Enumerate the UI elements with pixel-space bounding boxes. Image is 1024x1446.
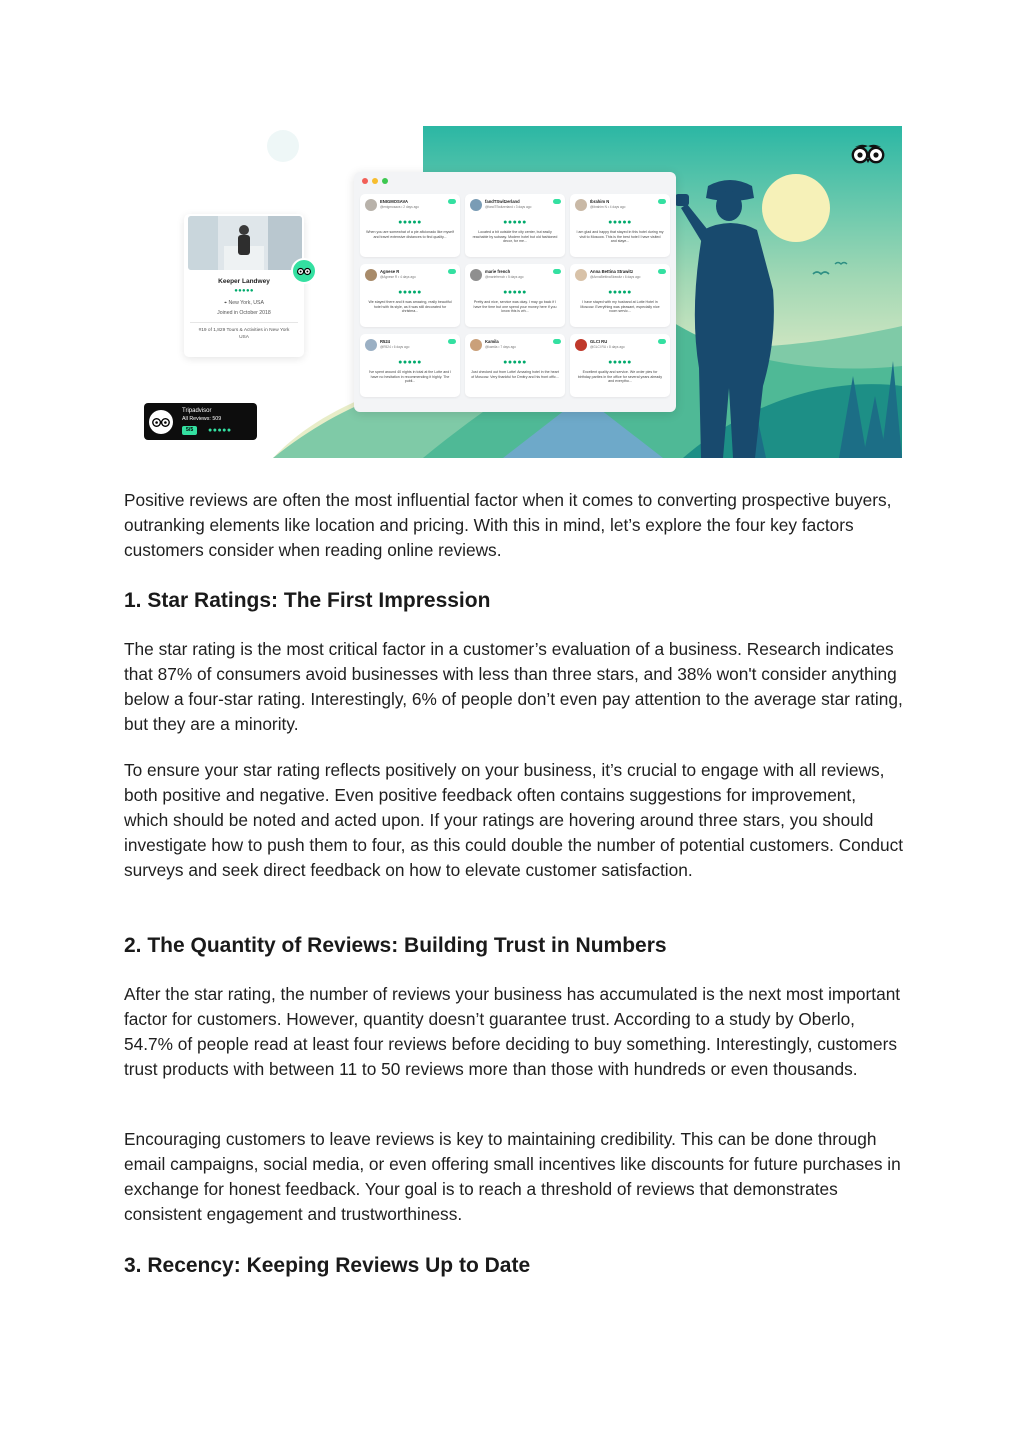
review-card[interactable] bbox=[360, 264, 460, 327]
tripadvisor-badge[interactable] bbox=[144, 403, 257, 440]
tripadvisor-icon bbox=[553, 269, 561, 274]
review-text: Located a bit outside the city center, but easily reachable by subway. Modern hotel but old fashioned decor, for me... bbox=[472, 230, 558, 244]
rating-bubbles: ●●●●● bbox=[398, 219, 422, 226]
tripadvisor-icon bbox=[448, 339, 456, 344]
review-card[interactable] bbox=[465, 334, 565, 397]
review-text: When you are somewhat of a pie aficionado like myself and travel extensive distances to find quality... bbox=[366, 230, 454, 239]
window-controls bbox=[362, 178, 388, 184]
rating-bubbles: ●●●●● bbox=[503, 289, 527, 296]
badge-brand: Tripadvisor bbox=[182, 408, 212, 414]
review-card[interactable] bbox=[570, 334, 670, 397]
paragraph: After the star rating, the number of reviews your business has accumulated is the next most important factor for customers. However, quantity doesn’t guarantee trust. According to a study by Oberlo, 54.7% of people read at least four reviews before deciding to buy something. Interestingly, customers trust products with between 11 to 50 reviews more than those with hundreds or even thousands. bbox=[124, 984, 901, 1079]
tripadvisor-icon bbox=[448, 199, 456, 204]
rating-bubbles: ●●●●● bbox=[503, 359, 527, 366]
section-heading-recency: 3. Recency: Keeping Reviews Up to Date bbox=[124, 1254, 531, 1277]
tripadvisor-icon bbox=[553, 199, 561, 204]
profile-card bbox=[184, 214, 304, 357]
avatar bbox=[470, 339, 482, 351]
profile-location bbox=[184, 300, 304, 307]
paragraph: To ensure your star rating reflects positively on your business, it’s crucial to engage with all reviews, both positive and negative. Even positive feedback often contains suggestions for improvement, which should be noted and acted upon. If your ratings are hovering around three stars, you should investigate how to push them to four, as this could double the number of potential customers. Conduct surveys and seek direct feedback on how to elevate customer satisfaction. bbox=[124, 760, 904, 880]
tripadvisor-icon bbox=[448, 269, 456, 274]
review-meta: @GLCI RU • 8 days ago bbox=[590, 345, 625, 349]
reviewer-name: Agnese R bbox=[380, 269, 400, 274]
reviewer-name: Anna Bettina Strawitz bbox=[590, 269, 634, 274]
paragraph: Encouraging customers to leave reviews is key to maintaining credibility. This can be done through email campaigns, social media, or even offering small incentives like discounts for future purchases in exchange for honest feedback. Your goal is to reach a threshold of reviews that demonstrates consistent engagement and trustworthiness. bbox=[124, 1129, 901, 1224]
divider bbox=[190, 322, 298, 323]
review-text: Excellent quality and service. We order pies for birthday parties in the office for several years already and everytho... bbox=[577, 370, 663, 384]
reviewer-name: marie french bbox=[485, 269, 511, 274]
review-text: Just checked out from Lotte! Amazing hotel in the heart of Moscow. Very thankful for Dmitry and his front offic... bbox=[471, 370, 559, 379]
reviewer-name: ENIGMOSAVA bbox=[380, 199, 408, 204]
rating-bubbles: ●●●●● bbox=[608, 289, 632, 296]
window-minimize-dot[interactable] bbox=[372, 178, 378, 184]
avatar bbox=[365, 269, 377, 281]
avatar bbox=[365, 199, 377, 211]
profile-photo bbox=[188, 216, 302, 270]
review-text: We stayed there and it was amazing, really beautiful hotel with its style, as it was still decorated for christma... bbox=[368, 300, 452, 314]
avatar bbox=[575, 339, 587, 351]
avatar bbox=[365, 339, 377, 351]
location-text: New York, USA bbox=[228, 300, 264, 306]
rating-bubbles: ●●●●● bbox=[398, 289, 422, 296]
review-card[interactable] bbox=[465, 264, 565, 327]
window-maximize-dot[interactable] bbox=[382, 178, 388, 184]
avatar bbox=[470, 199, 482, 211]
avatar bbox=[575, 269, 587, 281]
location-pin-icon: ⌖ bbox=[224, 300, 229, 306]
badge-score: 5/5 bbox=[182, 426, 197, 435]
tripadvisor-icon bbox=[658, 199, 666, 204]
profile-name: Keeper Landwey bbox=[218, 278, 270, 285]
rating-bubbles: ●●●●● bbox=[398, 359, 422, 366]
avatar bbox=[470, 269, 482, 281]
review-text: I've spent around 40 nights in total at the Lotte and I have no hesitation in recommending it highly. The publi... bbox=[368, 370, 452, 384]
review-card[interactable] bbox=[360, 334, 460, 397]
tripadvisor-icon bbox=[553, 339, 561, 344]
tripadvisor-icon bbox=[658, 339, 666, 344]
reviews-widget-window bbox=[354, 172, 676, 412]
review-card[interactable] bbox=[360, 194, 460, 257]
avatar bbox=[575, 199, 587, 211]
profile-rank: #19 of 1,829 Tours & Activities in New York USA bbox=[198, 328, 290, 340]
hero-illustration bbox=[123, 126, 902, 458]
badge-rating-bubbles: ●●●●● bbox=[208, 427, 232, 434]
paragraph: The star rating is the most critical factor in a customer’s evaluation of a business. Research indicates that 87% of consumers avoid businesses with less than three stars, and 38% won't consider anything below a four-star rating. Interestingly, 6% of people don’t even pay attention to the average star rating, but they are a minority. bbox=[124, 639, 903, 734]
review-meta: @fandTSwitzerland • 3 days ago bbox=[485, 205, 532, 209]
review-meta: @R524 • 6 days ago bbox=[380, 345, 410, 349]
intro-paragraph: Positive reviews are often the most influential factor when it comes to converting prospective buyers, outranking elements like location and pricing. With this in mind, let’s explore the four key factors customers consider when reading online reviews. bbox=[124, 490, 892, 560]
section-heading-star-ratings: 1. Star Ratings: The First Impression bbox=[124, 589, 491, 612]
section-heading-quantity: 2. The Quantity of Reviews: Building Trust in Numbers bbox=[124, 934, 667, 957]
review-meta: @Agnese R • 4 days ago bbox=[380, 275, 416, 279]
review-meta: @enigmosava • 2 days ago bbox=[380, 205, 419, 209]
review-meta: @kamila • 7 days ago bbox=[485, 345, 516, 349]
reviewer-name: R524 bbox=[380, 339, 391, 344]
review-text: I have stayed with my husband at Lotte Hotel in Moscow. Everything was pleasant, especially nice room servic... bbox=[580, 300, 660, 314]
reviewer-name: Kamila bbox=[485, 339, 499, 344]
review-meta: @AnnaBettinaStrawitz • 6 days ago bbox=[590, 275, 641, 279]
review-grid bbox=[360, 194, 670, 397]
review-meta: @mariefrench • 5 days ago bbox=[485, 275, 524, 279]
review-text: Pretty and nice, service was okay. I may go back if I have the time but one spend your money here if you know this is wh... bbox=[473, 300, 557, 314]
reviewer-name: fandTSwitzerland bbox=[485, 199, 520, 204]
review-card[interactable] bbox=[570, 264, 670, 327]
tripadvisor-logo-icon bbox=[851, 144, 885, 164]
profile-rating: ●●●●● bbox=[234, 288, 254, 294]
badge-review-count: All Reviews: 509 bbox=[182, 416, 222, 422]
review-card[interactable] bbox=[465, 194, 565, 257]
reviewer-name: Ibrahim N bbox=[590, 199, 610, 204]
reviewer-name: GLCI RU bbox=[590, 339, 608, 344]
tripadvisor-owl-icon bbox=[149, 410, 173, 434]
review-text: I am glad and happy that stayed in this hotel during my visit to Moscow. This is the best hotel I have visited and staye... bbox=[576, 230, 664, 244]
review-meta: @ibrahim N • 4 days ago bbox=[590, 205, 626, 209]
review-card[interactable] bbox=[570, 194, 670, 257]
rating-bubbles: ●●●●● bbox=[608, 219, 632, 226]
rating-bubbles: ●●●●● bbox=[608, 359, 632, 366]
window-close-dot[interactable] bbox=[362, 178, 368, 184]
profile-joined: Joined in October 2018 bbox=[217, 310, 271, 316]
rating-bubbles: ●●●●● bbox=[503, 219, 527, 226]
tripadvisor-icon bbox=[658, 269, 666, 274]
